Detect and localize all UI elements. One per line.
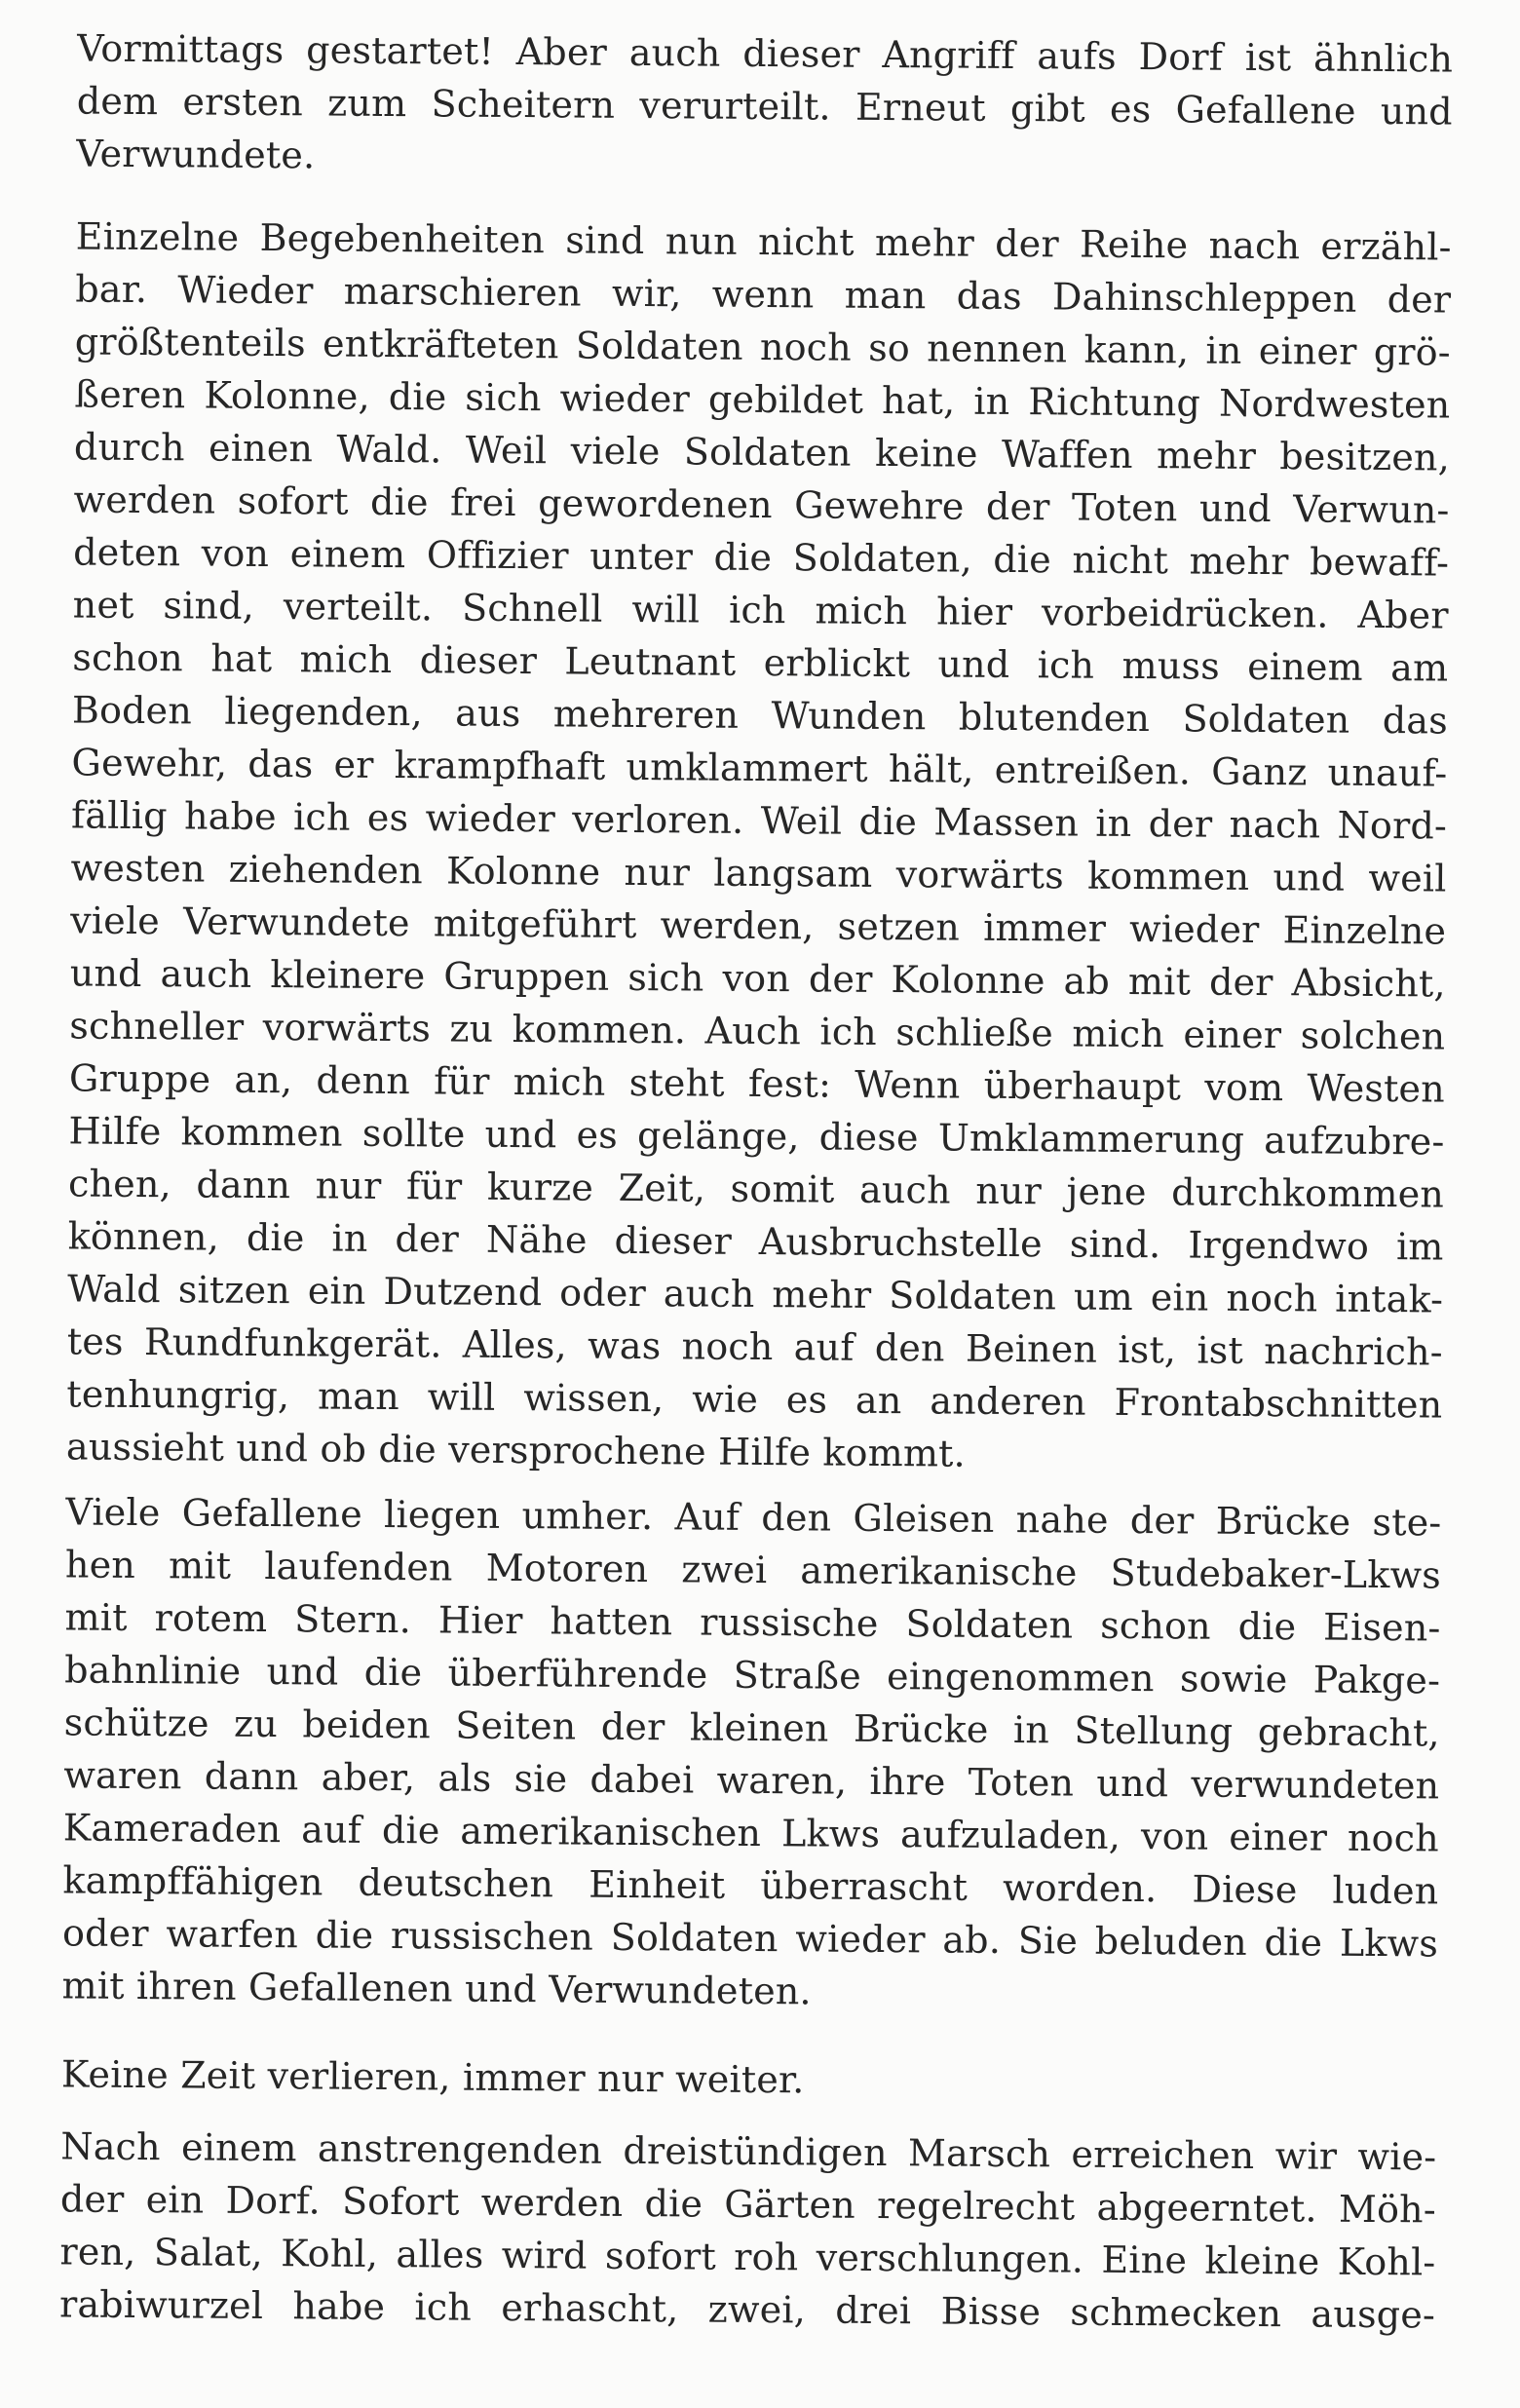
text-line: net sind, verteilt. Schnell will ich mich hier vorbeidrücken. Aber [72, 583, 1449, 637]
text-line: schütze zu beiden Seiten der kleinen Brücke in Stellung gebracht, [63, 1701, 1440, 1755]
text-line: fällig habe ich es wieder verloren. Weil die Massen in der nach Nord- [70, 793, 1448, 848]
text-line: größtenteils entkräfteten Soldaten noch so nennen kann, in einer grö- [74, 320, 1452, 374]
text-line: durch einen Wald. Weil viele Soldaten keine Waffen mehr besitzen, [73, 425, 1451, 479]
text-line: Einzelne Begebenheiten sind nun nicht mehr der Reihe nach erzähl- [75, 214, 1452, 269]
text-line: Gruppe an, denn für mich steht fest: Wenn überhaupt vom Westen [68, 1056, 1446, 1111]
text-line: können, die in der Nähe dieser Ausbruchstelle sind. Irgendwo im [67, 1214, 1444, 1269]
text-line: aussieht und ob die versprochene Hilfe kommt. [65, 1425, 967, 1475]
text-line: dem ersten zum Scheitern verurteilt. Erneut gibt es Gefallene und [76, 79, 1453, 134]
text-line: schneller vorwärts zu kommen. Auch ich schließe mich einer solchen [69, 1004, 1446, 1058]
paragraph-bridge-lkws [61, 1485, 1441, 2022]
text-line: Gewehr, das er krampfhaft umklammert hält, entreißen. Ganz unauf- [71, 741, 1448, 795]
text-line: mit rotem Stern. Hier hatten russische Soldaten schon die Eisen- [64, 1595, 1441, 1650]
text-line: Kameraden auf die amerikanischen Lkws aufzuladen, von einer noch [62, 1806, 1440, 1860]
text-line: werden sofort die frei gewordenen Gewehre der Toten und Verwun- [73, 478, 1450, 532]
text-line: Hilfe kommen sollte und es gelänge, diese Umklammerung aufzubre- [68, 1109, 1445, 1164]
text-line: Verwundete. [76, 132, 316, 177]
text-line: Viele Gefallene liegen umher. Auf den Gleisen nahe der Brücke ste- [65, 1490, 1442, 1545]
paragraph-no-time [61, 2047, 1437, 2111]
text-line: chen, dann nur für kurze Zeit, somit auch nur jene durchkommen [67, 1162, 1445, 1216]
text-line: hen mit laufenden Motoren zwei amerikanische Studebaker-Lkws [64, 1543, 1442, 1597]
text-line: bahnlinie und die überführende Straße eingenommen sowie Pakge- [64, 1648, 1441, 1702]
paragraph-village-gardens [59, 2120, 1437, 2341]
text-line: deten von einem Offizier unter die Soldaten, die nicht mehr bewaff- [73, 530, 1450, 585]
text-line: kampffähigen deutschen Einheit überrascht worden. Diese luden [62, 1858, 1439, 1913]
text-line: bar. Wieder marschieren wir, wenn man das Dahinschleppen der [75, 267, 1452, 322]
text-line: oder warfen die russischen Soldaten wieder ab. Sie beluden die Lkws [61, 1911, 1439, 1966]
text-line: waren dann aber, als sie dabei waren, ihre Toten und verwundeten [63, 1753, 1440, 1808]
text-line: Boden liegenden, aus mehreren Wunden blutenden Soldaten das [71, 688, 1449, 743]
text-line: Keine Zeit verlieren, immer nur weiter. [60, 2052, 805, 2102]
text-line: tes Rundfunkgerät. Alles, was noch auf den Beinen ist, ist nachrich- [66, 1319, 1443, 1374]
text-line: und auch kleinere Gruppen sich von der Kolonne ab mit der Absicht, [69, 951, 1446, 1006]
text-line: schon hat mich dieser Leutnant erblickt und ich muss einem am [72, 635, 1449, 690]
text-line: Nach einem anstrengenden dreistündigen Marsch erreichen wir wie- [60, 2124, 1437, 2179]
text-line: viele Verwundete mitgeführt werden, setzen immer wieder Einzelne [70, 898, 1447, 953]
text-line: Vormittags gestartet! Aber auch dieser Angriff aufs Dorf ist ähnlich [77, 26, 1454, 81]
text-line: ßeren Kolonne, die sich wieder gebildet hat, in Richtung Nordwesten [74, 372, 1451, 427]
text-line: ren, Salat, Kohl, alles wird sofort roh verschlungen. Eine kleine Kohl- [59, 2230, 1436, 2284]
text-line: mit ihren Gefallenen und Verwundeten. [61, 1964, 812, 2013]
text-line: rabiwurzel habe ich erhascht, zwei, drei Bisse schmecken ausge- [58, 2282, 1436, 2337]
text-line: der ein Dorf. Sofort werden die Gärten regelrecht abgeerntet. Möh- [59, 2177, 1437, 2232]
paragraph-march-northwest [66, 210, 1452, 1483]
paragraph-attack-failed [76, 21, 1453, 190]
text-line: tenhungrig, man will wissen, wie es an anderen Frontabschnitten [66, 1372, 1443, 1427]
text-line: Wald sitzen ein Dutzend oder auch mehr Soldaten um ein noch intak- [67, 1267, 1444, 1321]
text-line: westen ziehenden Kolonne nur langsam vorwärts kommen und weil [70, 846, 1447, 900]
